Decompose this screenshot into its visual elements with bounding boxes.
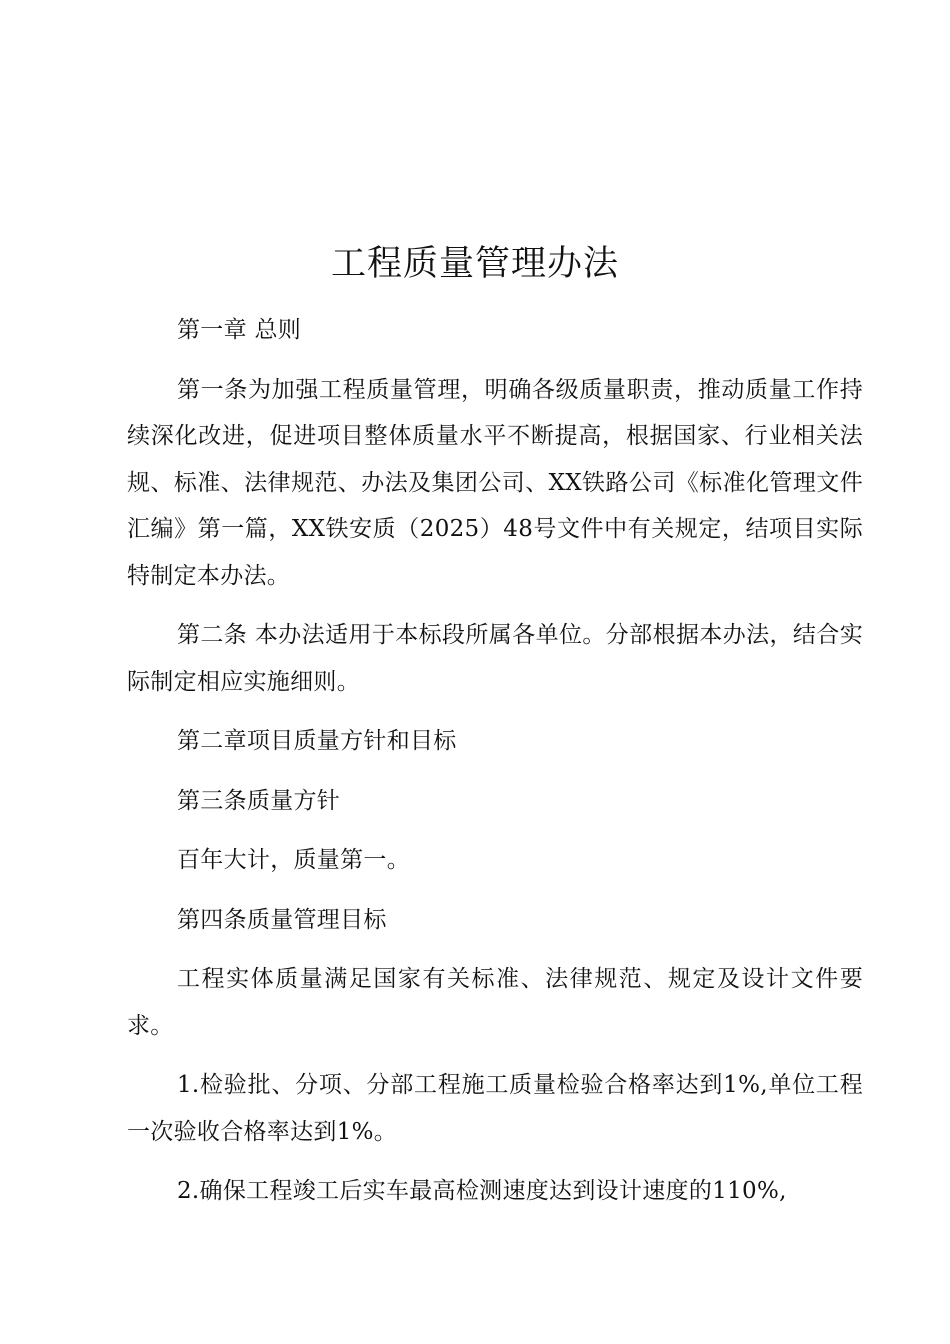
body-paragraph: 工程实体质量满足国家有关标准、法律规范、规定及设计文件要求。 [127,966,863,1039]
article-heading: 第四条质量管理目标 [177,906,387,933]
article-paragraph: 第二条 本办法适用于本标段所属各单位。分部根据本办法，结合实际制定相应实施细则。 [127,622,863,695]
list-item: 2.确保工程竣工后实车最高检测速度达到设计速度的110%, [177,1178,787,1204]
document-title: 工程质量管理办法 [330,244,619,284]
list-item: 1.检验批、分项、分部工程施工质量检验合格率达到1%,单位工程一次验收合格率达到1%。 [127,1072,863,1145]
document-body [127,307,863,1228]
article-heading: 第三条质量方针 [177,787,341,814]
body-paragraph: 百年大计，质量第一。 [177,847,410,873]
chapter-heading: 第一章 总则 [177,317,302,343]
article-paragraph: 第一条为加强工程质量管理，明确各级质量职责，推动质量工作持续深化改进，促进项目整体质量水平不断提高，根据国家、行业相关法规、标准、法律规范、办法及集团公司、XX铁路公司《标准化管理文件汇编》第一篇，XX铁安质（2025）48号文件中有关规定，结项目实际特制定本办法。 [127,376,863,589]
chapter-heading: 第二章项目质量方针和目标 [177,728,457,754]
